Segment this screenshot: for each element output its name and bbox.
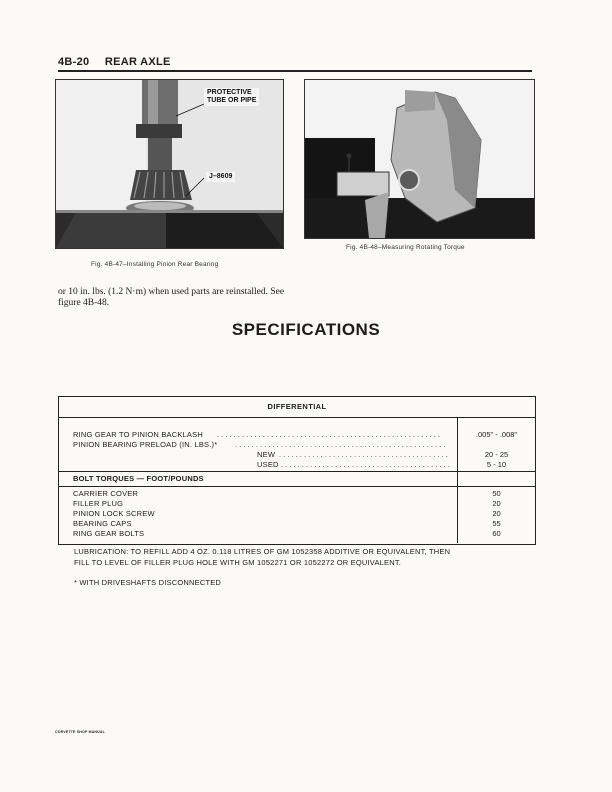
page-number: 4B-20 [58,56,90,68]
bolt-torques-heading: BOLT TORQUES — FOOT/POUNDS [73,474,204,483]
spec-label: RING GEAR TO PINION BACKLASH [73,430,203,439]
leader-dots: . . . . . . . . . . . . . . . . . . . . . . . . . . . . . . . . . . . . . . . . . . . . . . . . . . . . . . [217,430,440,439]
callout-protective-tube: PROTECTIVE TUBE OR PIPE [204,88,259,106]
bolt-label: CARRIER COVER [73,489,139,498]
callout-tool-number: J–8609 [206,172,235,182]
figure-rotating-torque-photo [304,79,535,239]
bolt-value: 50 [492,489,501,498]
bolt-label: RING GEAR BOLTS [73,529,145,538]
table-heading: DIFFERENTIAL [59,397,535,418]
row-divider [59,471,535,472]
specifications-table [58,396,536,545]
section-heading: SPECIFICATIONS [231,320,381,339]
bolt-value: 20 [492,499,501,508]
differential-carrier-illustration [305,80,534,238]
bolt-value: 60 [492,529,501,538]
bolt-label: FILLER PLUG [73,499,124,508]
spec-label: NEW [257,450,276,459]
bolt-value: 55 [492,519,501,528]
body-paragraph: or 10 in. lbs. (1.2 N·m) when used parts are reinstalled. See figure 4B-48. [58,287,285,308]
bolt-value: 20 [492,509,501,518]
leader-dots: . . . . . . . . . . . . . . . . . . . . . . . . . . . . . . . . . . . . . . . . . [279,450,448,459]
lubrication-note: LUBRICATION: TO REFILL ADD 4 OZ. 0.118 LITRES OF GM 1052358 ADDITIVE OR EQUIVALENT, THEN FILL TO LEVEL OF FILLER PLUG HOLE WITH GM 1052271 OR 1052272 OR EQUIVALENT. [74,547,451,567]
leader-dots: . . . . . . . . . . . . . . . . . . . . . . . . . . . . . . . . . . . . . . . . . [281,460,450,469]
manual-footer: CORVETTE SHOP MANUAL [55,730,105,734]
figure-2-caption: Fig. 4B-48–Measuring Rotating Torque [346,244,465,251]
row-divider [59,486,535,487]
bolt-label: PINION LOCK SCREW [73,509,155,518]
spec-label: USED [257,460,279,469]
figure-1-caption: Fig. 4B-47–Installing Pinion Rear Bearing [91,261,219,268]
bolt-label: BEARING CAPS [73,519,132,528]
spec-value: .005" - .008" [475,430,518,439]
leader-dots: . . . . . . . . . . . . . . . . . . . . . . . . . . . . . . . . . . . . . . . . . . . . . . . . . . . [235,440,446,449]
spec-value: 20 - 25 [484,450,509,459]
page-header [58,56,532,70]
spec-label: PINION BEARING PRELOAD (IN. LBS.)* [73,440,218,449]
figure-pinion-bearing-photo [55,79,284,249]
footnote: * WITH DRIVESHAFTS DISCONNECTED [74,578,222,587]
spec-value: 5 - 10 [486,460,507,469]
section-title: REAR AXLE [104,56,171,68]
header-rule [58,70,532,72]
